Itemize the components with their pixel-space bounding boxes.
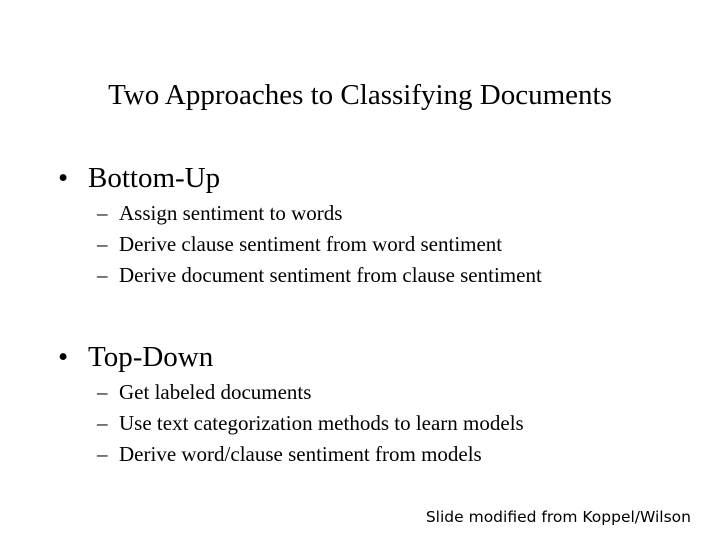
sub-item-text: Use text categorization methods to learn models <box>119 411 524 435</box>
sub-item <box>97 439 524 470</box>
bullet-marker: • <box>58 341 69 373</box>
sub-item <box>97 229 542 260</box>
sub-item-text: Assign sentiment to words <box>119 201 343 225</box>
dash-marker: – <box>97 232 108 256</box>
slide-credit: Slide modified from Koppel/Wilson <box>425 508 691 526</box>
sub-item-text: Derive clause sentiment from word sentiment <box>119 232 503 256</box>
sub-item <box>97 198 542 229</box>
top-down-sub-list <box>97 377 524 470</box>
bullet-heading: Bottom-Up <box>88 162 221 194</box>
sub-item-text: Derive word/clause sentiment from models <box>119 442 482 466</box>
bullet-bottom-up <box>58 160 220 196</box>
sub-item <box>97 408 524 439</box>
dash-marker: – <box>97 380 108 404</box>
sub-item-text: Derive document sentiment from clause sentiment <box>119 263 542 287</box>
bullet-top-down <box>58 339 213 375</box>
bullet-heading: Top-Down <box>88 341 214 373</box>
bullet-marker: • <box>58 162 69 194</box>
dash-marker: – <box>97 201 108 225</box>
dash-marker: – <box>97 263 108 287</box>
sub-item-text: Get labeled documents <box>119 380 312 404</box>
sub-item <box>97 260 542 291</box>
slide-title: Two Approaches to Classifying Documents <box>108 79 612 111</box>
sub-item <box>97 377 524 408</box>
dash-marker: – <box>97 442 108 466</box>
bottom-up-sub-list <box>97 198 542 291</box>
dash-marker: – <box>97 411 108 435</box>
